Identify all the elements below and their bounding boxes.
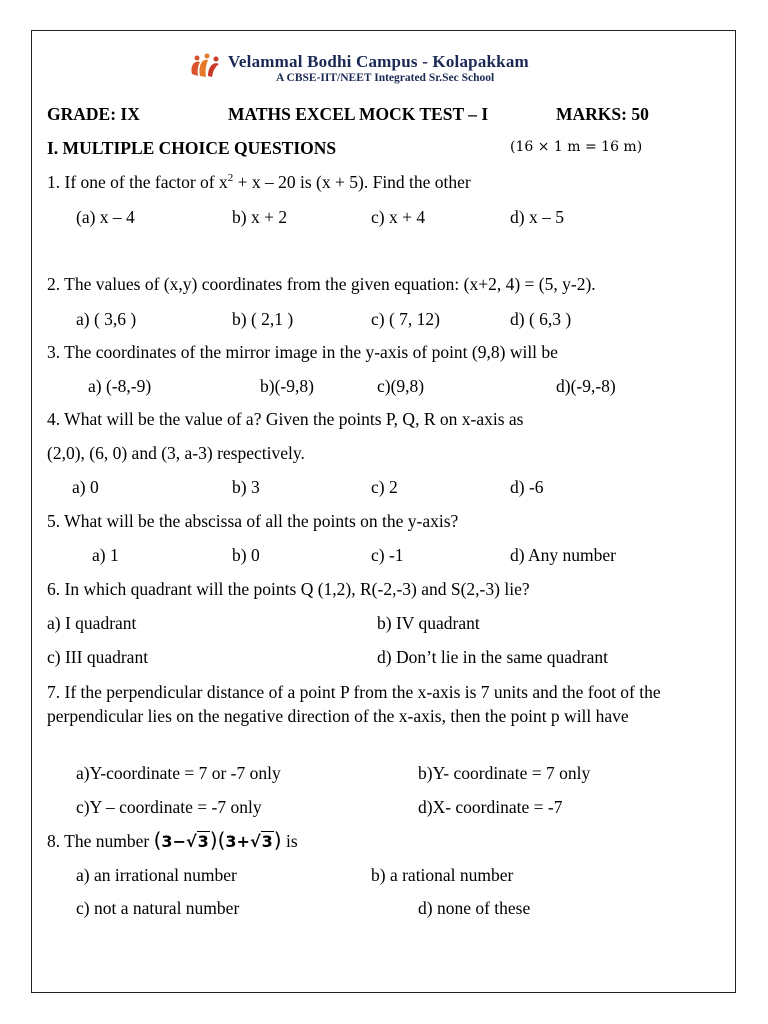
school-logo-icon — [188, 52, 222, 82]
question-2-text: 2. The values of (x,y) coordinates from the given equation: (x+2, 4) = (5, y-2). — [47, 274, 596, 294]
question-5-option-c[interactable]: c) -1 — [371, 545, 404, 565]
question-7-option-c[interactable]: c)Y – coordinate = -7 only — [76, 797, 262, 817]
question-6-option-d[interactable]: d) Don’t lie in the same quadrant — [377, 647, 609, 667]
question-5-option-d[interactable]: d) Any number — [510, 545, 616, 565]
question-3-text: 3. The coordinates of the mirror image in the y-axis of point (9,8) will be — [47, 342, 558, 362]
question-2-option-a[interactable]: a) ( 3,6 ) — [76, 309, 137, 329]
school-name: Velammal Bodhi Campus - Kolapakkam — [228, 52, 529, 71]
expr-plus: + — [236, 832, 250, 851]
question-4-option-a[interactable]: a) 0 — [72, 477, 99, 497]
question-1-option-c[interactable]: c) x + 4 — [371, 207, 426, 227]
question-1-exponent: 2 — [227, 172, 234, 184]
question-5-option-a[interactable]: a) 1 — [92, 545, 119, 565]
question-1 — [47, 171, 471, 193]
question-2-option-c[interactable]: c) ( 7, 12) — [371, 309, 441, 329]
question-7-option-d[interactable]: d)X- coordinate = -7 — [418, 797, 563, 817]
question-3-option-a[interactable]: a) (-8,-9) — [88, 376, 152, 396]
question-4-option-d[interactable]: d) -6 — [510, 477, 544, 497]
section-marks-formula: (16 × 1 m = 16 m) — [510, 139, 643, 155]
question-6-text: 6. In which quadrant will the points Q (1,2), R(-2,-3) and S(2,-3) lie? — [47, 579, 530, 599]
question-4-text-line2: (2,0), (6, 0) and (3, a-3) respectively. — [47, 443, 305, 463]
question-3-option-b[interactable]: b)(-9,8) — [260, 376, 314, 396]
question-8-option-a[interactable]: a) an irrational number — [76, 865, 237, 885]
question-4-text-line1: 4. What will be the value of a? Given the points P, Q, R on x-axis as — [47, 409, 524, 429]
question-1-option-a[interactable]: (a) x – 4 — [76, 207, 135, 227]
question-1-text-suffix: + x – 20 is (x + 5). Find the other — [233, 172, 471, 192]
question-8-text-suffix: is — [281, 831, 298, 851]
question-8-expression: (3−√3)(3+√3) — [153, 828, 282, 852]
question-1-option-d[interactable]: d) x – 5 — [510, 207, 564, 227]
exam-title: MATHS EXCEL MOCK TEST – I — [228, 104, 489, 124]
question-3-option-d[interactable]: d)(-9,-8) — [556, 376, 616, 396]
question-5-text: 5. What will be the abscissa of all the points on the y-axis? — [47, 511, 459, 531]
expr-term-a: 3 — [161, 832, 173, 851]
question-7-text: 7. If the perpendicular distance of a point P from the x-axis is 7 units and the foot of the perpendicular lies on the negative direction of the x-axis, then the point p will have — [47, 682, 661, 726]
sqrt-icon: √3 — [249, 832, 273, 851]
question-8-option-b[interactable]: b) a rational number — [371, 865, 514, 885]
section-title: I. MULTIPLE CHOICE QUESTIONS — [47, 138, 337, 158]
expr-term-c: 3 — [225, 832, 237, 851]
question-8-text-prefix: 8. The number — [47, 831, 154, 851]
question-8-option-d[interactable]: d) none of these — [418, 898, 531, 918]
expr-radicand-d: 3 — [261, 832, 273, 851]
question-2-option-b[interactable]: b) ( 2,1 ) — [232, 309, 294, 329]
question-2-option-d[interactable]: d) ( 6,3 ) — [510, 309, 572, 329]
question-6-option-c[interactable]: c) III quadrant — [47, 647, 149, 667]
grade-label: GRADE: IX — [47, 104, 140, 124]
expr-radicand-b: 3 — [197, 832, 209, 851]
question-7-option-a[interactable]: a)Y-coordinate = 7 or -7 only — [76, 763, 281, 783]
expr-minus: − — [172, 832, 186, 851]
question-4-option-b[interactable]: b) 3 — [232, 477, 260, 497]
school-tagline: A CBSE-IIT/NEET Integrated Sr.Sec School — [276, 72, 495, 84]
question-3-option-c[interactable]: c)(9,8) — [377, 376, 425, 396]
question-5-option-b[interactable]: b) 0 — [232, 545, 260, 565]
question-8-option-c[interactable]: c) not a natural number — [76, 898, 240, 918]
question-1-text-prefix: 1. If one of the factor of x — [47, 172, 228, 192]
sqrt-icon: √3 — [185, 832, 209, 851]
question-7-option-b[interactable]: b)Y- coordinate = 7 only — [418, 763, 591, 783]
question-8 — [47, 829, 298, 853]
question-4-option-c[interactable]: c) 2 — [371, 477, 398, 497]
question-6-option-b[interactable]: b) IV quadrant — [377, 613, 480, 633]
total-marks: MARKS: 50 — [556, 104, 649, 124]
question-6-option-a[interactable]: a) I quadrant — [47, 613, 137, 633]
question-1-option-b[interactable]: b) x + 2 — [232, 207, 288, 227]
